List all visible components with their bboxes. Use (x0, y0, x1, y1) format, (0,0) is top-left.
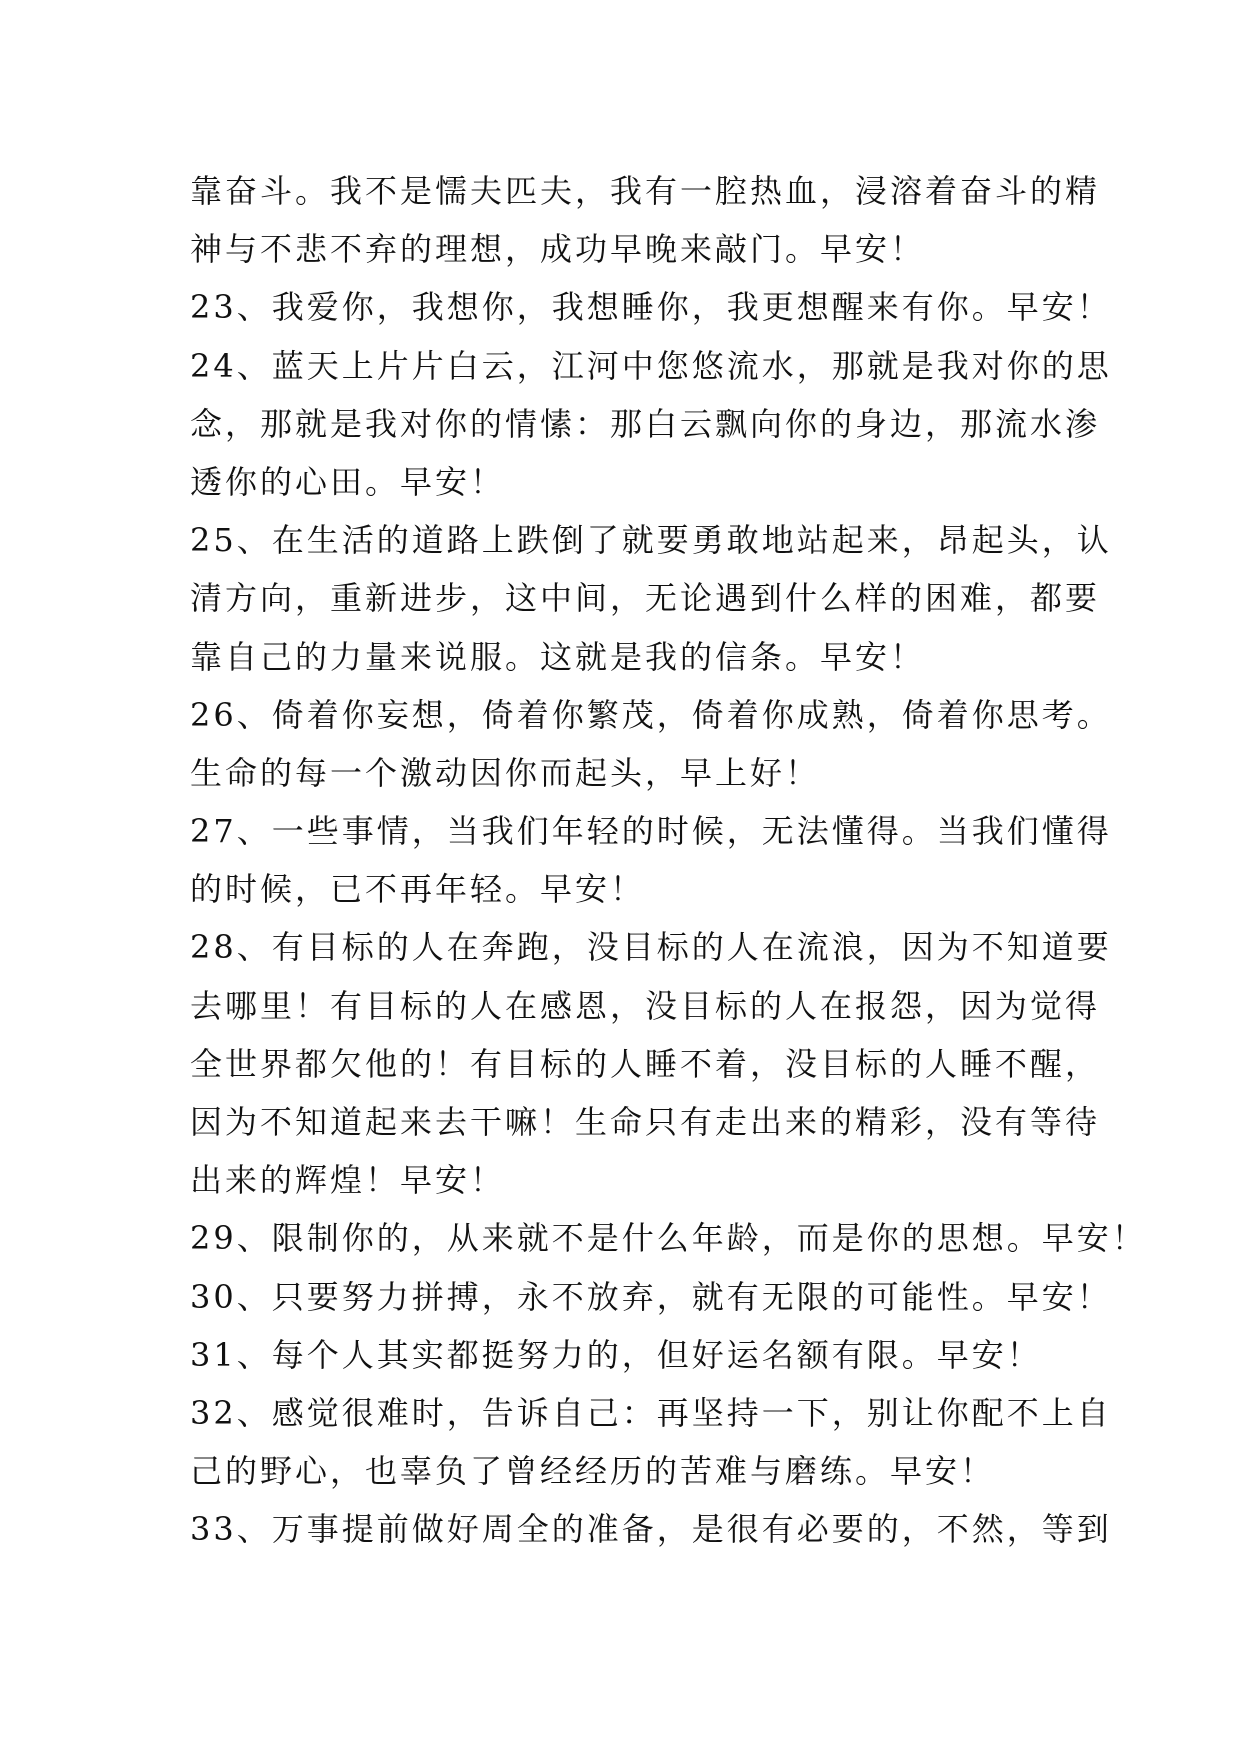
text-line: 的时候，已不再年轻。早安！ (190, 870, 646, 909)
text-line: 30、只要努力拼搏，永不放弃，就有无限的可能性。早安！ (190, 1277, 1112, 1316)
text-line: 因为不知道起来去干嘛！生命只有走出来的精彩，没有等待 (190, 1103, 1101, 1141)
document-body-text (190, 162, 1147, 1559)
text-line: 29、限制你的，从来就不是什么年龄，而是你的思想。早安！ (190, 1219, 1147, 1258)
text-line: 念，那就是我对你的情愫：那白云飘向你的身边，那流水渗 (190, 404, 1101, 443)
text-line: 32、感觉很难时，告诉自己：再坚持一下，别让你配不上自 (190, 1393, 1112, 1432)
text-line: 25、在生活的道路上跌倒了就要勇敢地站起来，昂起头，认 (190, 521, 1112, 560)
text-line: 24、蓝天上片片白云，江河中您悠流水，那就是我对你的思 (190, 346, 1112, 385)
text-line: 透你的心田。早安！ (190, 462, 506, 501)
text-line: 全世界都欠他的！有目标的人睡不着，没目标的人睡不醒， (190, 1044, 1101, 1083)
text-line: 28、有目标的人在奔跑，没目标的人在流浪，因为不知道要 (190, 928, 1112, 967)
text-line: 出来的辉煌！早安！ (190, 1161, 506, 1200)
text-line: 靠奋斗。我不是懦夫匹夫，我有一腔热血，浸溶着奋斗的精 (190, 172, 1101, 210)
text-line: 27、一些事情，当我们年轻的时候，无法懂得。当我们懂得 (190, 812, 1112, 851)
text-line: 神与不悲不弃的理想，成功早晚来敲门。早安！ (190, 230, 926, 269)
text-line: 26、倚着你妄想，倚着你繁茂，倚着你成熟，倚着你思考。 (190, 695, 1112, 734)
text-line: 己的野心，也辜负了曾经经历的苦难与磨练。早安！ (190, 1452, 996, 1491)
text-line: 23、我爱你，我想你，我想睡你，我更想醒来有你。早安！ (190, 288, 1112, 327)
text-line: 去哪里！有目标的人在感恩，没目标的人在报怨，因为觉得 (190, 986, 1101, 1025)
text-line: 31、每个人其实都挺努力的，但好运名额有限。早安！ (190, 1335, 1042, 1374)
text-line: 靠自己的力量来说服。这就是我的信条。早安！ (190, 637, 926, 676)
text-line: 清方向，重新进步，这中间，无论遇到什么样的困难，都要 (190, 579, 1101, 618)
text-line: 33、万事提前做好周全的准备，是很有必要的，不然，等到 (190, 1510, 1112, 1549)
text-line: 生命的每一个激动因你而起头，早上好！ (190, 753, 821, 792)
